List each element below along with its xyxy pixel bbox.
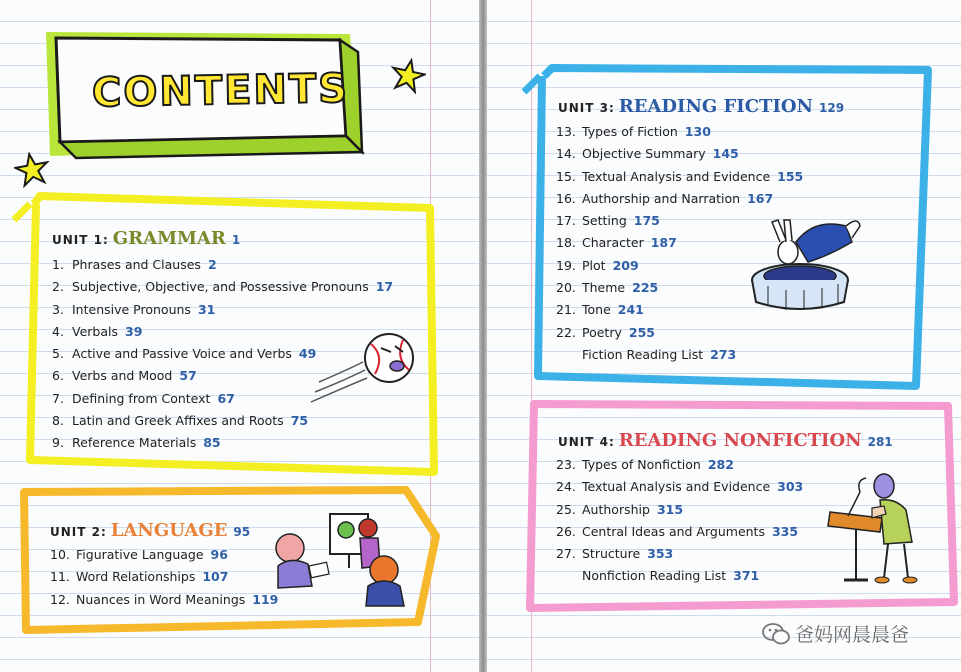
unit-1-page: 1 bbox=[231, 233, 241, 247]
toc-entry bbox=[50, 566, 278, 588]
toc-entry-title: Plot bbox=[582, 257, 606, 273]
baseball-illustration bbox=[305, 330, 420, 410]
toc-entry bbox=[556, 121, 803, 143]
contents-title: CONTENTS bbox=[91, 65, 350, 117]
toc-entry-page: 187 bbox=[650, 235, 677, 251]
toc-entry-number: 23. bbox=[556, 457, 576, 472]
toc-entry-number: 13. bbox=[556, 124, 576, 139]
toc-entry-title: Reference Materials bbox=[72, 435, 197, 451]
toc-entry-number: 18. bbox=[556, 235, 576, 251]
toc-entry-title: Poetry bbox=[582, 324, 622, 340]
toc-entry-number: 5. bbox=[52, 346, 64, 362]
toc-entry-number: 19. bbox=[556, 257, 576, 273]
toc-entry bbox=[556, 322, 803, 344]
unit-3-page: 129 bbox=[819, 101, 845, 115]
toc-entry-number: 6. bbox=[52, 368, 64, 384]
toc-entry-title: Setting bbox=[582, 213, 627, 229]
toc-entry-page: 167 bbox=[747, 190, 774, 206]
toc-entry bbox=[556, 499, 803, 521]
toc-entry-number: 9. bbox=[52, 435, 64, 451]
toc-entry-number: 11. bbox=[50, 569, 70, 585]
toc-entry-number: 24. bbox=[556, 479, 576, 495]
toc-entry-title: Central Ideas and Arguments bbox=[582, 523, 765, 539]
unit-2-page: 95 bbox=[233, 525, 251, 539]
unit-2-heading bbox=[50, 520, 250, 541]
toc-entry-page: 315 bbox=[656, 501, 684, 517]
toc-entry-number: 27. bbox=[556, 546, 576, 562]
toc-entry-number: 16. bbox=[556, 190, 576, 206]
unit-1-heading bbox=[52, 228, 240, 249]
toc-entry-title: Tone bbox=[582, 302, 611, 318]
toc-entry-number: 20. bbox=[556, 280, 576, 296]
toc-entry-page: 49 bbox=[298, 346, 317, 362]
toc-entry bbox=[50, 544, 278, 566]
toc-entry-number: 1. bbox=[52, 257, 64, 272]
toc-entry-number: 17. bbox=[556, 213, 576, 229]
toc-entry-title: Figurative Language bbox=[76, 547, 204, 562]
toc-entry-number: 15. bbox=[556, 168, 576, 184]
toc-entry bbox=[556, 143, 803, 165]
toc-entry bbox=[556, 454, 803, 476]
star-icon bbox=[390, 58, 426, 94]
toc-entry-page: 2 bbox=[207, 257, 217, 272]
toc-entry-number: 10. bbox=[50, 547, 70, 562]
toc-entry-title: Character bbox=[582, 235, 644, 251]
toc-entry-page: 75 bbox=[290, 413, 309, 429]
unit-4-page: 281 bbox=[867, 435, 893, 449]
toc-entry-title: Authorship and Narration bbox=[582, 190, 741, 206]
toc-entry bbox=[556, 543, 803, 565]
toc-entry bbox=[52, 299, 393, 321]
toc-entry-page: 353 bbox=[647, 546, 674, 562]
toc-entry-page: 145 bbox=[712, 146, 739, 162]
toc-entry-title: Active and Passive Voice and Verbs bbox=[72, 346, 292, 362]
toc-entry bbox=[50, 589, 278, 611]
toc-entry-title: Intensive Pronouns bbox=[72, 301, 191, 317]
toc-entry-title: Objective Summary bbox=[582, 146, 706, 162]
book-spine bbox=[479, 0, 487, 672]
toc-entry-page: 107 bbox=[202, 569, 229, 585]
figurative-language-illustration bbox=[268, 510, 418, 610]
toc-entry-title: Theme bbox=[582, 280, 626, 296]
unit-4-label: UNIT 4: bbox=[558, 435, 615, 449]
toc-entry-page: 130 bbox=[684, 124, 711, 139]
toc-entry-page: 85 bbox=[203, 435, 221, 451]
toc-entry-title: Verbs and Mood bbox=[72, 368, 173, 384]
unit-2-label: UNIT 2: bbox=[50, 525, 107, 539]
toc-entry bbox=[52, 254, 393, 276]
toc-entry-page: 67 bbox=[217, 390, 235, 406]
unit-2-name: LANGUAGE bbox=[110, 520, 228, 541]
toc-entry bbox=[556, 188, 803, 210]
unit-3-heading bbox=[558, 96, 844, 117]
toc-entry-title: Defining from Context bbox=[72, 390, 211, 406]
toc-entry-number: 22. bbox=[556, 324, 576, 340]
toc-entry-title: Structure bbox=[582, 546, 641, 562]
toc-entry-page: 57 bbox=[179, 368, 197, 384]
toc-entry-page: 303 bbox=[777, 479, 804, 495]
toc-entry-page: 96 bbox=[210, 547, 228, 562]
toc-entry-title: Nuances in Word Meanings bbox=[76, 591, 246, 607]
toc-entry bbox=[52, 432, 393, 454]
toc-entry-title: Subjective, Objective, and Possessive Pronouns bbox=[72, 279, 369, 295]
toc-entry-number: 3. bbox=[52, 301, 64, 317]
toc-entry-title: Textual Analysis and Evidence bbox=[582, 168, 771, 184]
unit-4-name: READING NONFICTION bbox=[618, 430, 862, 451]
toc-entry-title: Word Relationships bbox=[76, 569, 196, 585]
toc-entry-title: Verbals bbox=[72, 323, 118, 339]
toc-entry bbox=[556, 565, 803, 587]
toc-entry-number: 26. bbox=[556, 523, 576, 539]
toc-entry bbox=[556, 344, 803, 366]
toc-entry-title: Phrases and Clauses bbox=[72, 257, 201, 272]
toc-entry-title: Fiction Reading List bbox=[582, 346, 704, 362]
unit-4-list bbox=[556, 454, 803, 588]
toc-entry-page: 209 bbox=[612, 257, 639, 273]
toc-entry-number: 2. bbox=[52, 279, 64, 295]
toc-entry-title: Textual Analysis and Evidence bbox=[582, 479, 771, 495]
toc-entry-page: 371 bbox=[733, 568, 760, 584]
toc-entry-title: Types of Fiction bbox=[582, 124, 678, 139]
toc-entry-page: 17 bbox=[375, 279, 394, 295]
toc-entry bbox=[52, 276, 393, 298]
watermark bbox=[762, 620, 909, 647]
toc-entry-title: Authorship bbox=[582, 501, 650, 517]
toc-entry-number: 12. bbox=[50, 591, 70, 607]
toc-entry-page: 335 bbox=[771, 523, 799, 539]
toc-entry-page: 282 bbox=[707, 457, 734, 472]
toc-entry-number: 14. bbox=[556, 146, 576, 162]
toc-entry-page: 175 bbox=[633, 213, 660, 229]
toc-entry bbox=[556, 476, 803, 498]
toc-entry-page: 155 bbox=[777, 168, 804, 184]
toc-entry-number: 4. bbox=[52, 323, 64, 339]
toc-entry-page: 225 bbox=[632, 280, 659, 296]
toc-entry bbox=[556, 166, 803, 188]
toc-entry-number: 8. bbox=[52, 413, 64, 429]
watermark-text: 爸妈网晨晨爸 bbox=[795, 624, 910, 646]
toc-entry-number: 21. bbox=[556, 302, 576, 318]
toc-entry-title: Types of Nonfiction bbox=[582, 457, 701, 472]
toc-entry-page: 31 bbox=[197, 301, 216, 317]
toc-entry-title: Latin and Greek Affixes and Roots bbox=[72, 413, 284, 429]
unit-1-name: GRAMMAR bbox=[112, 228, 226, 249]
unit-3-label: UNIT 3: bbox=[558, 101, 615, 115]
toc-entry-page: 273 bbox=[710, 346, 737, 362]
toc-entry-title: Nonfiction Reading List bbox=[582, 568, 727, 584]
toc-entry-number: 25. bbox=[556, 501, 576, 517]
author-writing-illustration bbox=[826, 470, 926, 588]
toc-entry-number: 7. bbox=[52, 390, 64, 406]
rabbit-well-illustration bbox=[748, 212, 864, 314]
unit-1-label: UNIT 1: bbox=[52, 233, 109, 247]
toc-entry bbox=[52, 410, 393, 432]
toc-entry-page: 39 bbox=[125, 323, 143, 339]
wechat-icon bbox=[762, 622, 790, 646]
star-icon bbox=[14, 152, 50, 188]
unit-4-heading bbox=[558, 430, 893, 451]
toc-entry-page: 119 bbox=[252, 591, 279, 607]
unit-2-list bbox=[50, 544, 278, 611]
toc-entry bbox=[556, 521, 803, 543]
toc-entry-page: 255 bbox=[628, 324, 655, 340]
toc-entry-page: 241 bbox=[617, 302, 644, 318]
unit-3-name: READING FICTION bbox=[618, 96, 814, 117]
